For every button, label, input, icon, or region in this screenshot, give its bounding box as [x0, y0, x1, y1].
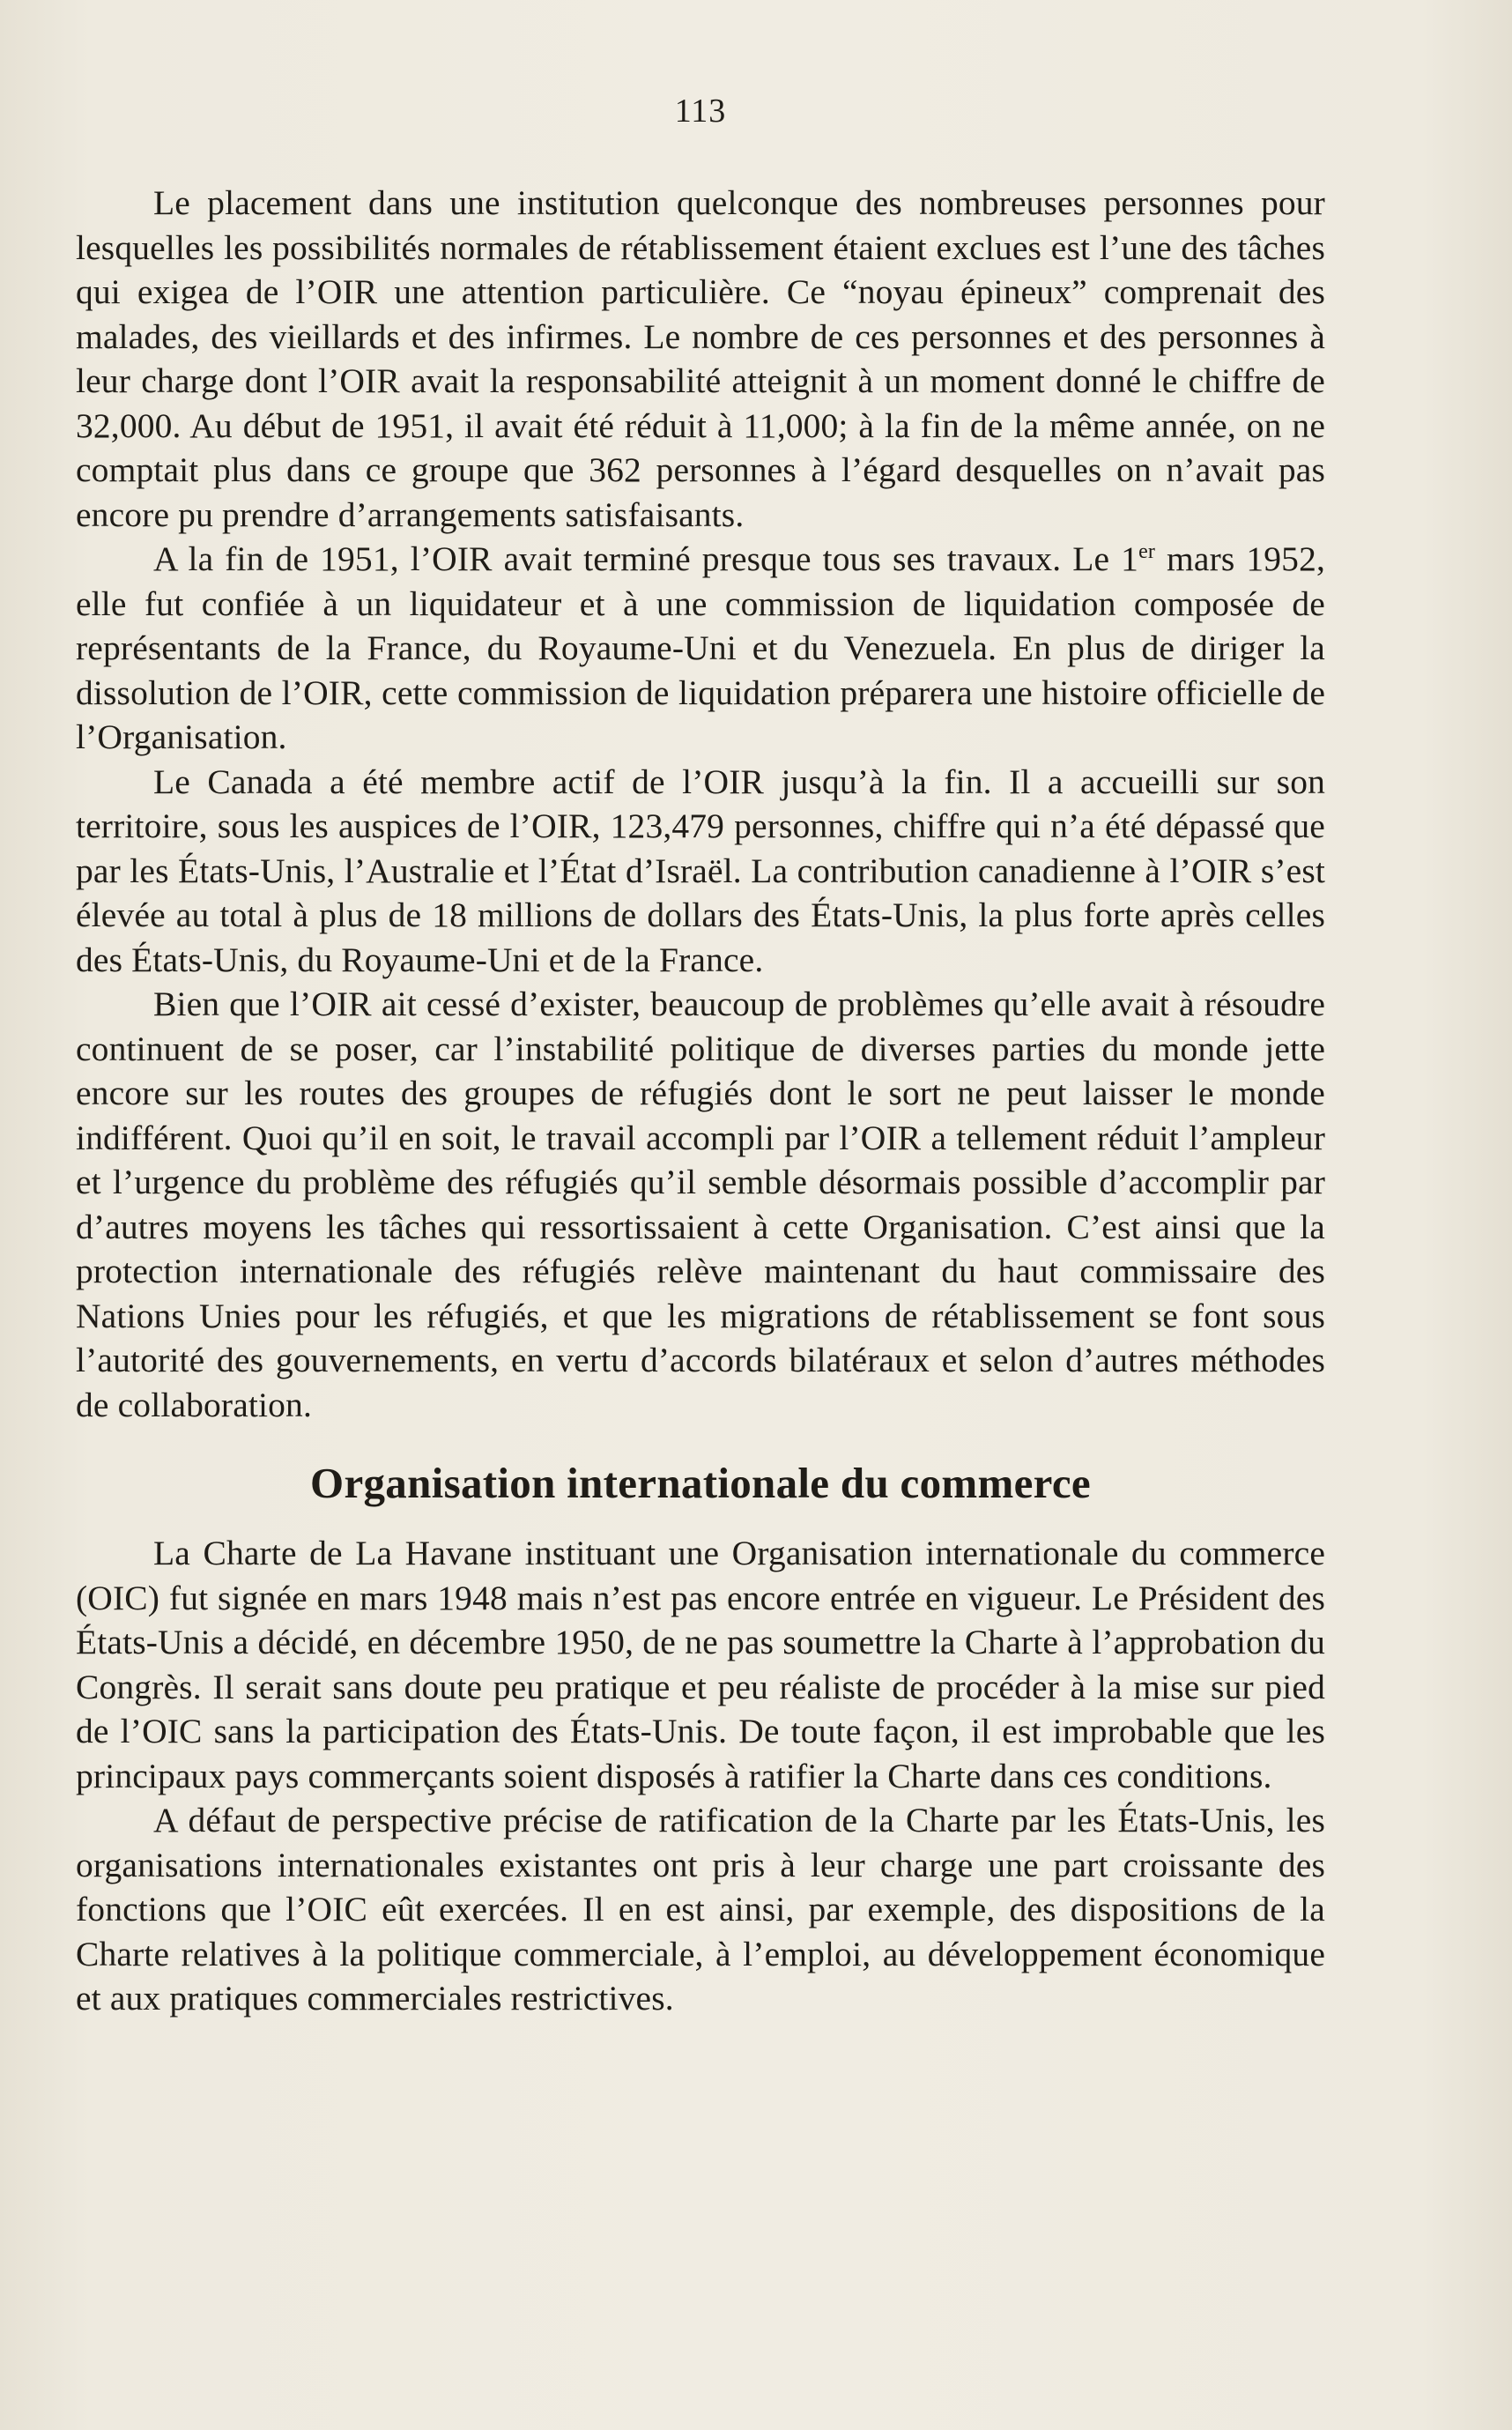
paragraph-placement: Le placement dans une institution quelconque des nombreuses personnes pour lesquelles les possibilités normales de rétablissement étaient exclues est l’une des tâches qui exigea de l’OIR une attention particulière. Ce “noyau épineux” comprenait des malades, des vieillards et des infirmes. Le nombre de ces personnes et des personnes à leur charge dont l’OIR avait la responsabilité atteignit à un moment donné le chiffre de 32,000. Au début de 1951, il avait été réduit à 11,000; à la fin de la même année, on ne comptait plus dans ce groupe que 362 personnes à l’égard desquelles on n’avait pas encore pu prendre d’arrangements satisfaisants.	[76, 183, 1325, 534]
paragraph-havana-charter: La Charte de La Havane instituant une Organisation internationale du commerce (OIC) fut signée en mars 1948 mais n’est pas encore entrée en vigueur. Le Président des États-Unis a décidé, en décembre 1950, de ne pas soumettre la Charte à l’approbation du Congrès. Il serait sans doute peu pratique et peu réaliste de procéder à la mise sur pied de l’OIC sans la participation des États-Unis. De toute façon, il est improbable que les principaux pays commerçants soient disposés à ratifier la Charte dans ces conditions.	[76, 1534, 1325, 1795]
liquidation-text-start: A la fin de 1951, l’OIR avait terminé presque tous ses travaux. Le 1	[153, 539, 1139, 578]
main-text	[76, 181, 1325, 2021]
page-number: 113	[674, 93, 727, 130]
paragraph-canada: Le Canada a été membre actif de l’OIR jusqu’à la fin. Il a accueilli sur son territoire, sous les auspices de l’OIR, 123,479 personnes, chiffre qui n’a été dépassé que par les États-Unis, l’Australie et l’État d’Israël. La contribution canadienne à l’OIR s’est élevée au total à plus de 18 millions de dollars des États-Unis, la plus forte après celles des États-Unis, du Royaume-Uni et de la France.	[76, 762, 1325, 979]
section-heading: Organisation internationale du commerce	[310, 1459, 1091, 1507]
paragraph-charter-ratification: A défaut de perspective précise de ratification de la Charte par les États-Unis, les organisations internationales existantes ont pris à leur charge une part croissante des fonctions que l’OIC eût exercées. Il en est ainsi, par exemple, des dispositions de la Charte relatives à la politique commerciale, à l’emploi, au développement économique et aux pratiques commerciales restrictives.	[76, 1801, 1325, 2018]
paragraph-refugee-problems: Bien que l’OIR ait cessé d’exister, beaucoup de problèmes qu’elle avait à résoudre continuent de se poser, car l’instabilité politique de diverses parties du monde jette encore sur les routes des groupes de réfugiés dont le sort ne peut laisser le monde indifférent. Quoi qu’il en soit, le travail accompli par l’OIR a tellement réduit l’ampleur et l’urgence du problème des réfugiés qu’il semble désormais possible d’accomplir par d’autres moyens les tâches qui ressortissaient à cette Organisation. C’est ainsi que la protection internationale des réfugiés relève maintenant du haut commissaire des Nations Unies pour les réfugiés, et que les migrations de rétablissement se font sous l’autorité des gouvernements, en vertu d’accords bilatéraux et selon d’autres méthodes de collaboration.	[76, 985, 1325, 1424]
liquidation-text-end: mars 1952, elle fut confiée à un liquidateur et à une commission de liquidation composée de représentants de la France, du Royaume-Uni et du Venezuela. En plus de diriger la dissolution de l’OIR, cette commission de liquidation préparera une histoire officielle de l’Organisation.	[76, 539, 1325, 756]
paragraph-liquidation	[76, 537, 1325, 760]
ordinal-superscript: er	[1138, 539, 1156, 563]
